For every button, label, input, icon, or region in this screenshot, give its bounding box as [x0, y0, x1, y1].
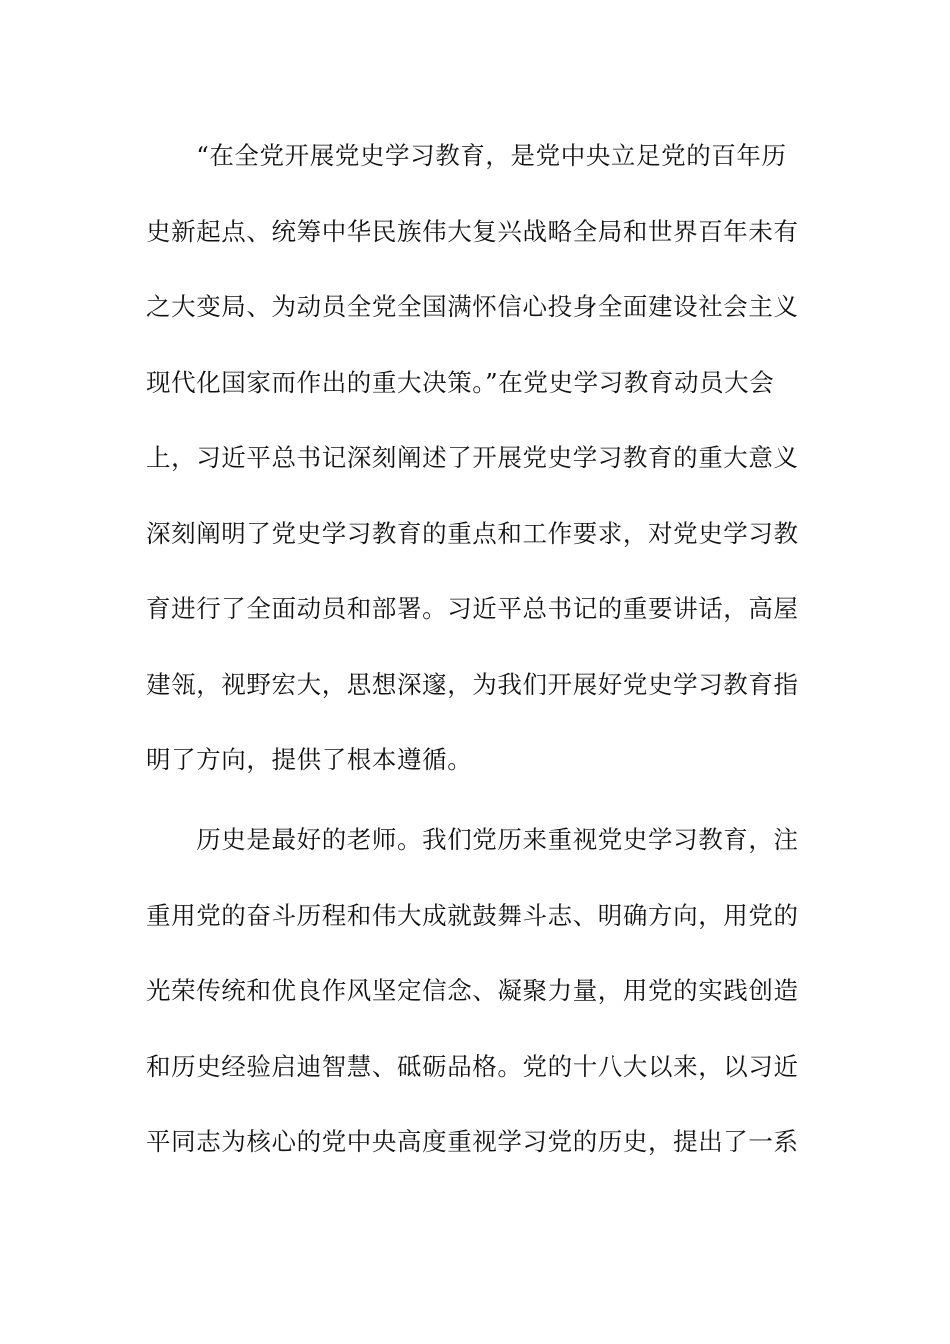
text-line: 明了方向，提供了根本遵循。: [146, 745, 473, 774]
text-line: 光荣传统和优良作风坚定信念、凝聚力量，用党的实践创造: [146, 976, 799, 1005]
paragraph-1: [146, 118, 816, 798]
text-line: 建瓴，视野宏大，思想深邃，为我们开展好党史学习教育指: [146, 669, 799, 699]
text-line: 史新起点、统筹中华民族伟大复兴战略全局和世界百年未有: [146, 216, 799, 246]
text-line: 重用党的奋斗历程和伟大成就鼓舞斗志、明确方向，用党的: [146, 900, 799, 930]
text-line: 深刻阐明了党史学习教育的重点和工作要求，对党史学习教: [146, 518, 799, 548]
text-line: 育进行了全面动员和部署。习近平总书记的重要讲话，高屋: [146, 594, 799, 623]
text-line: “在全党开展党史学习教育，是党中央立足党的百年历: [146, 141, 787, 170]
text-line: 历史是最好的老师。我们党历来重视党史学习教育，注: [146, 825, 799, 854]
paragraph-2: [146, 802, 816, 1180]
text-line: 平同志为核心的党中央高度重视学习党的历史，提出了一系: [146, 1127, 799, 1156]
text-line: 和历史经验启迪智慧、砥砺品格。党的十八大以来，以习近: [146, 1051, 799, 1081]
text-line: 上，习近平总书记深刻阐述了开展党史学习教育的重大意义: [146, 443, 799, 472]
text-line: 之大变局、为动员全党全国满怀信心投身全面建设社会主义: [146, 292, 799, 321]
text-line: 现代化国家而作出的重大决策。”在党史学习教育动员大会: [146, 367, 775, 397]
